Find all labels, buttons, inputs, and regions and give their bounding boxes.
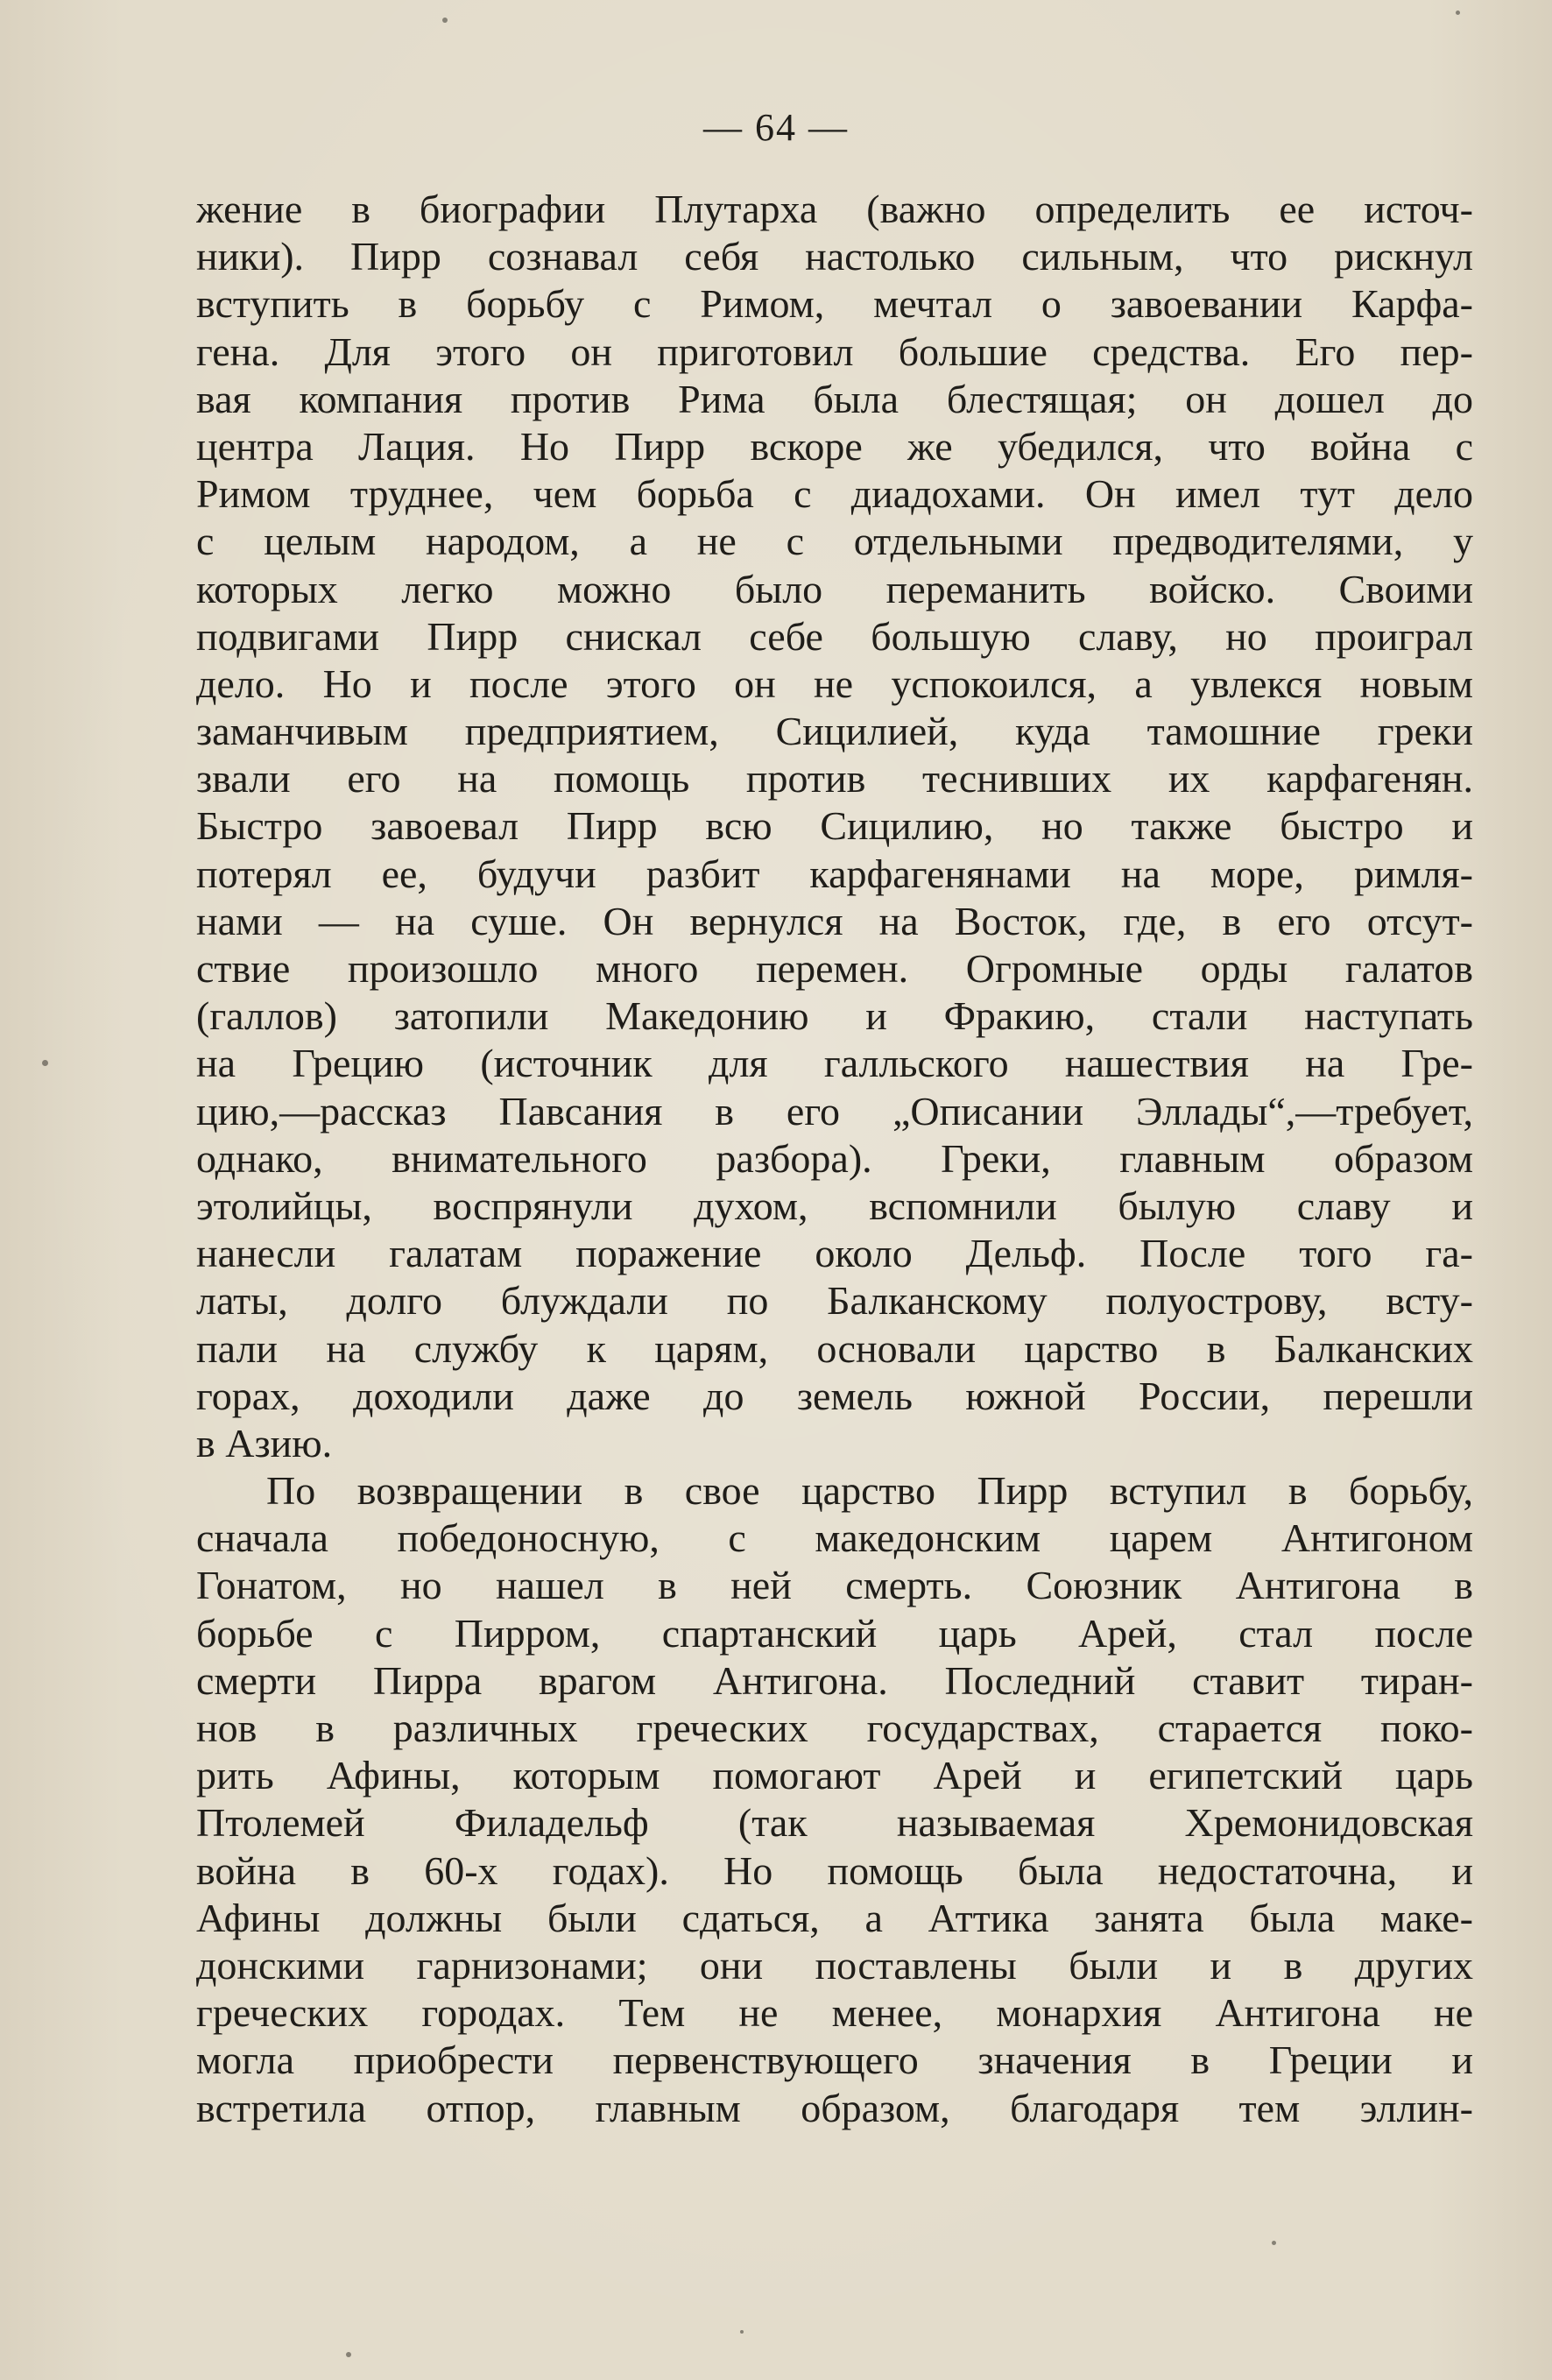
text-line: (галлов) затопили Македонию и Фракию, стали наступать <box>196 993 1473 1039</box>
text-line: цию,—рассказ Павсания в его „Описании Эллады“,—требует, <box>196 1088 1473 1134</box>
text-line: горах, доходили даже до земель южной России, перешли <box>196 1373 1473 1418</box>
text-line: нами — на суше. Он вернулся на Восток, где, в его отсут- <box>196 898 1473 943</box>
text-line: встретила отпор, главным образом, благодаря тем эллин- <box>196 2085 1473 2130</box>
text-line: Римом труднее, чем борьба с диадохами. Он имел тут дело <box>196 471 1473 517</box>
paper-speck <box>740 2330 744 2334</box>
text-line: вая компания против Рима была блестящая; он дошел до <box>196 376 1473 421</box>
text-line: Птолемей Филадельф (так называемая Хремонидовская <box>196 1800 1473 1846</box>
text-line: пали на службу к царям, основали царство в Балканских <box>196 1325 1473 1371</box>
text-line: По возвращении в свое царство Пирр вступил в борьбу, <box>266 1468 1473 1514</box>
text-line: нов в различных греческих государствах, старается поко- <box>196 1706 1473 1750</box>
page-number: — 64 — <box>703 106 849 149</box>
text-line: дело. Но и после этого он не успокоился, а увлекся новым <box>196 660 1473 706</box>
text-line: с целым народом, а не с отдельными предводителями, у <box>196 519 1473 564</box>
text-line: Быстро завоевал Пирр всю Сицилию, но также быстро и <box>196 803 1473 849</box>
paper-speck <box>346 2352 351 2357</box>
text-line: на Грецию (источник для галльского нашествия на Гре- <box>196 1041 1473 1086</box>
text-line: война в 60-х годах). Но помощь была недостаточна, и <box>196 1847 1473 1893</box>
paper-speck <box>1456 11 1460 15</box>
text-line: жение в биографии Плутарха (важно определить ее источ- <box>196 187 1473 231</box>
text-line: этолийцы, воспрянули духом, вспомнили былую славу и <box>196 1183 1473 1228</box>
text-line: Афины должны были сдаться, а Аттика занята была маке- <box>196 1895 1473 1940</box>
text-line: которых легко можно было переманить войско. Своими <box>196 566 1473 611</box>
paper-speck <box>42 1060 48 1066</box>
body-text <box>196 186 1473 2132</box>
text-line: подвигами Пирр снискал себе большую славу, но проиграл <box>196 613 1473 659</box>
paper-speck <box>1272 2241 1276 2245</box>
text-line: ствие произошло много перемен. Огромные орды галатов <box>196 946 1473 991</box>
text-line: сначала победоносную, с македонским царем Антигоном <box>196 1515 1473 1561</box>
text-line: звали его на помощь против теснивших их карфагенян. <box>196 756 1473 802</box>
text-line: Гонатом, но нашел в ней смерть. Союзник Антигона в <box>196 1563 1473 1608</box>
text-line: гена. Для этого он приготовил большие средства. Его пер- <box>196 328 1473 374</box>
text-line: нанесли галатам поражение около Дельф. После того га- <box>196 1231 1473 1276</box>
text-line: в Азию. <box>196 1420 333 1465</box>
text-line: смерти Пирра врагом Антигона. Последний ставит тиран- <box>196 1657 1473 1703</box>
text-line: рить Афины, которым помогают Арей и египетский царь <box>196 1753 1473 1798</box>
text-line: вступить в борьбу с Римом, мечтал о завоевании Карфа- <box>196 281 1473 327</box>
text-line: борьбе с Пирром, спартанский царь Арей, стал после <box>196 1610 1473 1656</box>
text-line: донскими гарнизонами; они поставлены были и в других <box>196 1942 1473 1988</box>
text-line: заманчивым предприятием, Сицилией, куда тамошние греки <box>196 709 1473 754</box>
text-line: центра Лация. Но Пирр вскоре же убедился, что война с <box>196 423 1473 469</box>
paper-speck <box>442 18 448 23</box>
text-line: греческих городах. Тем не менее, монархия Антигона не <box>196 1990 1473 2036</box>
text-line: латы, долго блуждали по Балканскому полуострову, всту- <box>196 1278 1473 1324</box>
text-line: однако, внимательного разбора). Греки, главным образом <box>196 1135 1473 1181</box>
text-line: потерял ее, будучи разбит карфагенянами на море, римля- <box>196 851 1473 896</box>
text-line: ники). Пирр сознавал себя настолько сильным, что рискнул <box>196 234 1473 279</box>
text-line: могла приобрести первенствующего значения в Греции и <box>196 2037 1473 2083</box>
